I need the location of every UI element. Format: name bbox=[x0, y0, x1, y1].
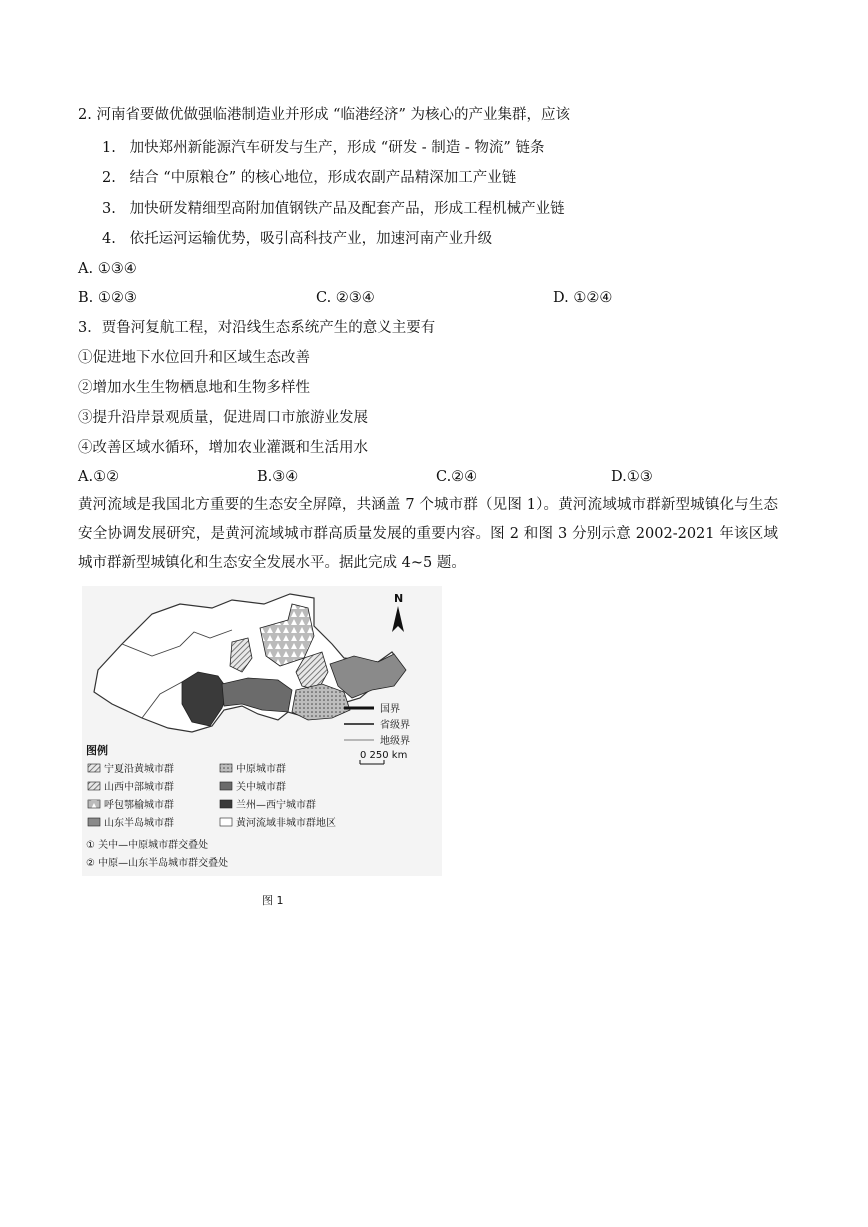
q2-option-c[interactable]: C. ②③④ bbox=[316, 290, 375, 306]
svg-text:N: N bbox=[394, 592, 404, 605]
q2-item-3 bbox=[102, 199, 565, 219]
q3-stem: 3．贾鲁河复航工程，对沿线生态系统产生的意义主要有 bbox=[78, 320, 436, 336]
legend-lanzhou-xining: 兰州—西宁城市群 bbox=[236, 800, 316, 811]
q2-item-4 bbox=[102, 229, 492, 249]
legend-hubaoeyu: 呼包鄂榆城市群 bbox=[104, 800, 174, 811]
q2-item-text: 加快郑州新能源汽车研发与生产，形成 “研发 - 制造 - 物流” 链条 bbox=[129, 140, 545, 156]
q2-option-a[interactable]: A. ①③④ bbox=[78, 261, 137, 277]
note-2: ② 中原—山东半岛城市群交叠处 bbox=[86, 858, 229, 869]
boundary-province-label: 省级界 bbox=[380, 720, 410, 731]
q2-option-d[interactable]: D. ①②④ bbox=[553, 290, 613, 306]
q2-option-b[interactable]: B. ①②③ bbox=[78, 290, 137, 306]
figure-1-caption: 图 1 bbox=[262, 894, 284, 907]
figure-1-map bbox=[82, 586, 442, 876]
q2-item-2 bbox=[102, 168, 516, 188]
q2-item-text: 加快研发精细型高附加值钢铁产品及配套产品，形成工程机械产业链 bbox=[129, 201, 565, 217]
boundary-prefecture-label: 地级界 bbox=[380, 736, 410, 747]
q3-item-3: ③提升沿岸景观质量，促进周口市旅游业发展 bbox=[78, 410, 368, 426]
q3-option-d[interactable]: D.①③ bbox=[611, 469, 653, 485]
q2-item-num: 2. bbox=[102, 170, 116, 186]
q3-item-4: ④改善区域水循环，增加农业灌溉和生活用水 bbox=[78, 440, 368, 456]
q2-item-text: 依托运河运输优势，吸引高科技产业，加速河南产业升级 bbox=[129, 231, 493, 247]
legend-zhongyuan: 中原城市群 bbox=[236, 764, 286, 775]
legend-shandong: 山东半岛城市群 bbox=[104, 818, 174, 829]
q3-option-b[interactable]: B.③④ bbox=[257, 469, 299, 485]
note-1: ① 关中—中原城市群交叠处 bbox=[86, 840, 209, 851]
legend-guanzhong: 关中城市群 bbox=[236, 782, 286, 793]
q2-item-num: 4. bbox=[102, 231, 116, 247]
scale-bar-label: 0 250 km bbox=[360, 750, 408, 761]
passage: 黄河流域是我国北方重要的生态安全屏障，共涵盖 7 个城市群（见图 1）。黄河流域城市群新型城镇化与生态安全协调发展研究，是黄河流域城市群高质量发展的重要内容。图 2 和图 3 分别示意 2002-2021 年该区域城市群新型城镇化和生态安全发展水平。据此完成 4~5 题。 bbox=[78, 497, 778, 571]
q2-item-num: 3. bbox=[102, 201, 116, 217]
q3-item-2: ②增加水生生物栖息地和生物多样性 bbox=[78, 380, 310, 396]
legend-title: 图例 bbox=[86, 744, 108, 757]
q2-item-text: 结合 “中原粮仓” 的核心地位，形成农副产品精深加工产业链 bbox=[129, 170, 517, 186]
q3-option-a[interactable]: A.①② bbox=[78, 469, 120, 485]
q2-stem: 2. 河南省要做优做强临港制造业并形成 “临港经济” 为核心的产业集群，应该 bbox=[78, 107, 570, 123]
legend-ningxia: 宁夏沿黄城市群 bbox=[104, 764, 174, 775]
q2-item-1 bbox=[102, 138, 544, 158]
q3-item-1: ①促进地下水位回升和区域生态改善 bbox=[78, 350, 310, 366]
q2-item-num: 1. bbox=[102, 140, 116, 156]
boundary-country-label: 国界 bbox=[380, 704, 400, 715]
legend-shanxi: 山西中部城市群 bbox=[104, 782, 174, 793]
legend-non-city: 黄河流域非城市群地区 bbox=[236, 818, 336, 829]
q3-option-c[interactable]: C.②④ bbox=[436, 469, 478, 485]
